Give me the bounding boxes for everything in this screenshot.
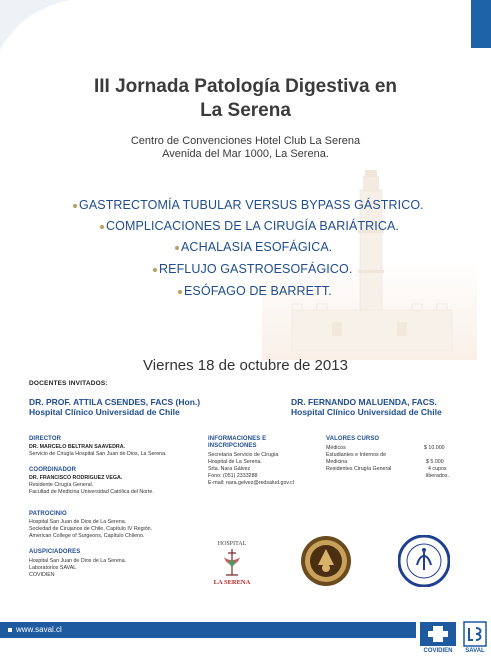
fees-heading: VALORES CURSO — [326, 436, 380, 442]
guests-heading: DOCENTES INVITADOS: — [29, 380, 108, 387]
supporters-heading: AUSPICIADORES — [29, 549, 81, 555]
fee-value: $ 5.000 — [426, 459, 444, 465]
topic-item — [175, 240, 332, 254]
hospital-logo-top-text: HOSPITAL — [217, 541, 247, 547]
guest-right-institution: Hospital Clínico Universidad de Chile — [291, 407, 442, 417]
footer-bar — [0, 622, 416, 638]
chilean-surgeons-society-logo — [398, 535, 450, 587]
fee-value: 4 cupos — [428, 466, 447, 472]
coordinator-name — [29, 475, 122, 482]
surgeons-seal-logo — [300, 535, 352, 587]
info-email: E-mail: nara.gelvez@redsalud.gov.cl — [208, 480, 294, 486]
sponsorship-heading: PATROCINIO — [29, 511, 67, 517]
venue-address: Avenida del Mar 1000, La Serena. — [162, 148, 329, 160]
fee-value: liberados. — [426, 473, 449, 479]
guest-left-name: DR. PROF. ATTILA CSENDES, FACS (Hon.) — [29, 397, 201, 407]
covidien-brand-text: COVIDIEN — [423, 648, 453, 654]
supporter-line: COVIDIEN — [29, 572, 55, 578]
supporter-line: Hospital San Juan de Dios de La Serena. — [29, 558, 127, 564]
topic-item — [153, 262, 352, 276]
topic-label: COMPLICACIONES DE LA CIRUGÍA BARIÁTRICA. — [106, 219, 399, 233]
info-line: Hospital de La Serena. — [208, 459, 262, 465]
corner-swoosh-decoration — [0, 0, 70, 50]
corner-accent-bar — [471, 0, 491, 48]
square-bullet-icon — [8, 628, 12, 632]
info-heading-1: INFORMACIONES E — [208, 436, 267, 442]
director-detail: Servicio de Cirugía Hospital San Juan de Dios, La Serena. — [29, 451, 167, 457]
topic-item — [100, 219, 399, 233]
event-title-line2: La Serena — [200, 100, 291, 121]
topic-item — [178, 284, 332, 298]
event-title-line1: III Jornada Patología Digestiva en — [93, 76, 398, 97]
bullet-icon — [153, 268, 157, 272]
hospital-la-serena-logo — [204, 537, 260, 587]
bullet-icon — [178, 290, 182, 294]
topic-label: ACHALASIA ESOFÁGICA. — [181, 240, 333, 254]
fee-value: $ 10.000 — [424, 445, 445, 451]
sponsor-line: American College of Surgeons, Capítulo Chileno. — [29, 533, 145, 539]
sponsor-line: Hospital San Juan de Dios de La Serena. — [29, 519, 127, 525]
bullet-icon — [175, 246, 179, 250]
supporter-line: Laboratorios SAVAL — [29, 565, 77, 571]
topic-label: REFLUJO GASTROESOFÁGICO. — [159, 262, 353, 276]
fee-label: Medicina — [326, 459, 348, 465]
fee-label: Residentes Cirugía General — [326, 466, 392, 472]
fee-label: Estudiantes e Internos de — [326, 452, 387, 458]
topic-label: ESÓFAGO DE BARRETT. — [184, 284, 332, 298]
coordinator-detail-1: Residente Cirugía General. — [29, 482, 94, 488]
coordinator-heading: COORDINADOR — [29, 467, 77, 473]
bullet-icon — [100, 225, 104, 229]
fee-label: Médicos — [326, 445, 346, 451]
bullet-icon — [73, 204, 77, 208]
sponsor-line: Sociedad de Cirujanos de Chile, Capítulo IV Región. — [29, 526, 153, 532]
director-heading: DIRECTOR — [29, 436, 62, 442]
director-name-text: DR. MARCELO BELTRAN SAAVEDRA. — [29, 444, 126, 450]
footer-url-link[interactable]: www.saval.cl — [16, 625, 62, 634]
info-heading-2: INSCRIPCIONES — [208, 443, 257, 449]
info-line: Srta. Nara Gálvez — [208, 466, 251, 472]
info-phone: Fono: (051) 2333288 — [208, 473, 258, 479]
event-date: Viernes 18 de octubre de 2013 — [143, 357, 348, 374]
coordinator-detail-2: Facultad de Medicina Universidad Católica del Norte. — [29, 489, 154, 495]
coordinator-name-text: DR. FRANCISCO RODRIGUEZ VEGA. — [29, 475, 123, 481]
hospital-logo-bottom-text: LA SERENA — [213, 579, 251, 586]
director-name — [29, 444, 125, 451]
topic-item — [73, 198, 424, 212]
saval-brand-text: SAVAL — [465, 648, 485, 654]
venue-name: Centro de Convenciones Hotel Club La Serena — [130, 135, 361, 147]
info-line: Secretaria Servicio de Cirugía — [208, 452, 279, 458]
topic-label: GASTRECTOMÍA TUBULAR VERSUS BYPASS GÁSTRICO. — [79, 198, 424, 212]
guest-right-name: DR. FERNANDO MALUENDA, FACS. — [291, 397, 437, 407]
guest-left-institution: Hospital Clínico Universidad de Chile — [29, 407, 180, 417]
